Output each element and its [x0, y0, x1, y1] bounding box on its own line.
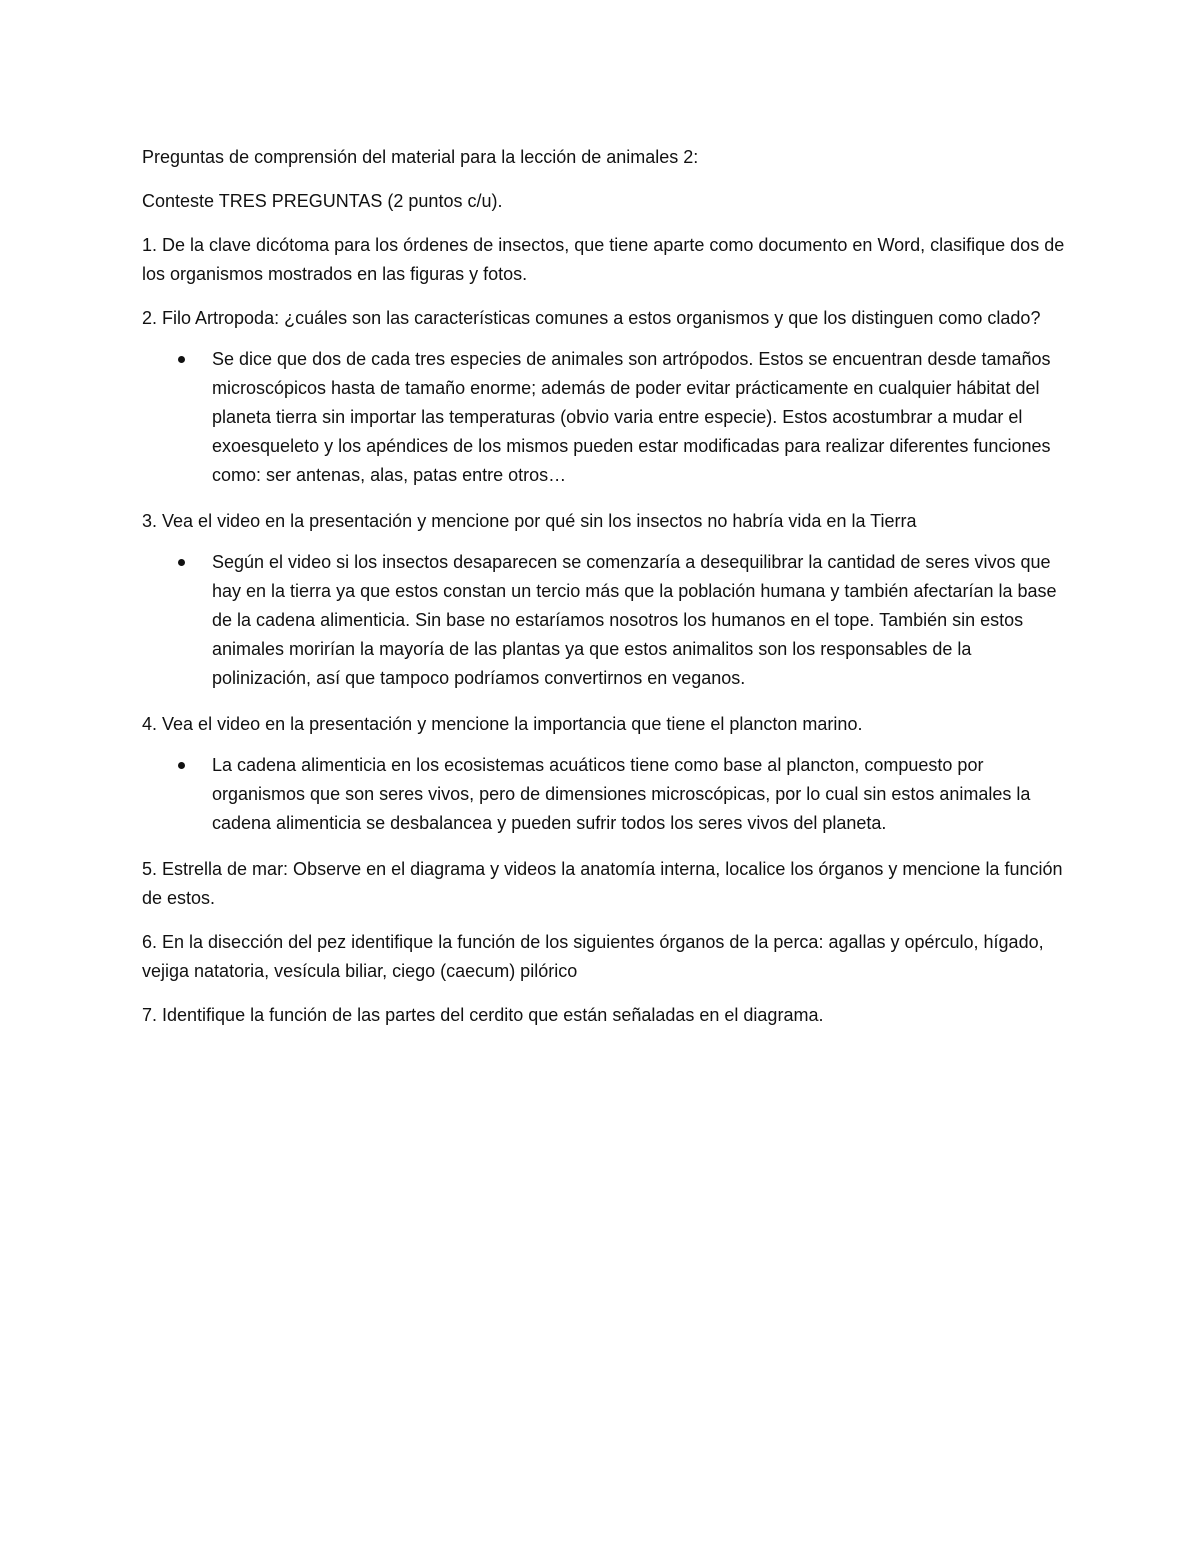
- answer-item: [142, 548, 1062, 693]
- question-2: [142, 304, 1072, 333]
- question-4: [142, 710, 1072, 739]
- question-number: 1.: [142, 235, 158, 255]
- question-number: 4.: [142, 714, 158, 734]
- answer-list-3: [142, 548, 1072, 693]
- bullet-icon: [178, 762, 185, 769]
- answer-item: [142, 345, 1062, 490]
- answer-list-2: [142, 345, 1072, 490]
- question-text: Estrella de mar: Observe en el diagrama y videos la anatomía interna, localice los órganos y mencione la función de estos.: [142, 859, 1063, 908]
- document-title: Preguntas de comprensión del material para la lección de animales 2:: [142, 147, 699, 167]
- question-1: [142, 231, 1072, 289]
- question-number: 6.: [142, 932, 158, 952]
- answer-text: Se dice que dos de cada tres especies de animales son artrópodos. Estos se encuentran desde tamaños microscópicos hasta de tamaño enorme; además de poder evitar prácticamente en cualquier hábitat del planeta tierra sin importar las temperaturas (obvio varia entre especie). Estos acostumbrar a mudar el exoesqueleto y los apéndices de los mismos pueden estar modificadas para realizar diferentes funciones como: ser antenas, alas, patas entre otros…: [212, 349, 1051, 485]
- answer-text: Según el video si los insectos desaparecen se comenzaría a desequilibrar la cantidad de seres vivos que hay en la tierra ya que estos constan un tercio más que la población humana y también afectarían la base de la cadena alimenticia. Sin base no estaríamos nosotros los humanos en el tope. También sin estos animales morirían la mayoría de las plantas ya que estos animalitos son los responsables de la polinización, así que tampoco podríamos convertirnos en veganos.: [212, 552, 1057, 688]
- question-text: Identifique la función de las partes del cerdito que están señaladas en el diagrama.: [157, 1005, 824, 1025]
- question-number: 2.: [142, 308, 158, 328]
- question-5: [142, 855, 1072, 913]
- question-text: En la disección del pez identifique la función de los siguientes órganos de la perca: agallas y opérculo, hígado, vejiga natatoria, vesícula biliar, ciego (caecum) pilórico: [142, 932, 1044, 981]
- answer-item: [142, 751, 1062, 838]
- question-number: 3.: [142, 511, 158, 531]
- question-7: [142, 1001, 1072, 1030]
- document-body: [142, 143, 1072, 1045]
- question-text: Vea el video en la presentación y mencione por qué sin los insectos no habría vida en la Tierra: [157, 511, 917, 531]
- answer-list-4: [142, 751, 1072, 838]
- answer-text: La cadena alimenticia en los ecosistemas acuáticos tiene como base al plancton, compuesto por organismos que son seres vivos, pero de dimensiones microscópicas, por lo cual sin estos animales la cadena alimenticia se desbalancea y pueden sufrir todos los seres vivos del planeta.: [212, 755, 1031, 833]
- question-number: 7.: [142, 1005, 158, 1025]
- question-text: De la clave dicótoma para los órdenes de insectos, que tiene aparte como documento en Word, clasifique dos de los organismos mostrados en las figuras y fotos.: [142, 235, 1065, 284]
- question-text: Vea el video en la presentación y mencione la importancia que tiene el plancton marino.: [157, 714, 863, 734]
- bullet-icon: [178, 559, 185, 566]
- question-number: 5.: [142, 859, 158, 879]
- question-text: Filo Artropoda: ¿cuáles son las características comunes a estos organismos y que los distinguen como clado?: [157, 308, 1041, 328]
- question-3: [142, 507, 1072, 536]
- instruction-text: Conteste TRES PREGUNTAS (2 puntos c/u).: [142, 191, 503, 211]
- question-6: [142, 928, 1072, 986]
- bullet-icon: [178, 356, 185, 363]
